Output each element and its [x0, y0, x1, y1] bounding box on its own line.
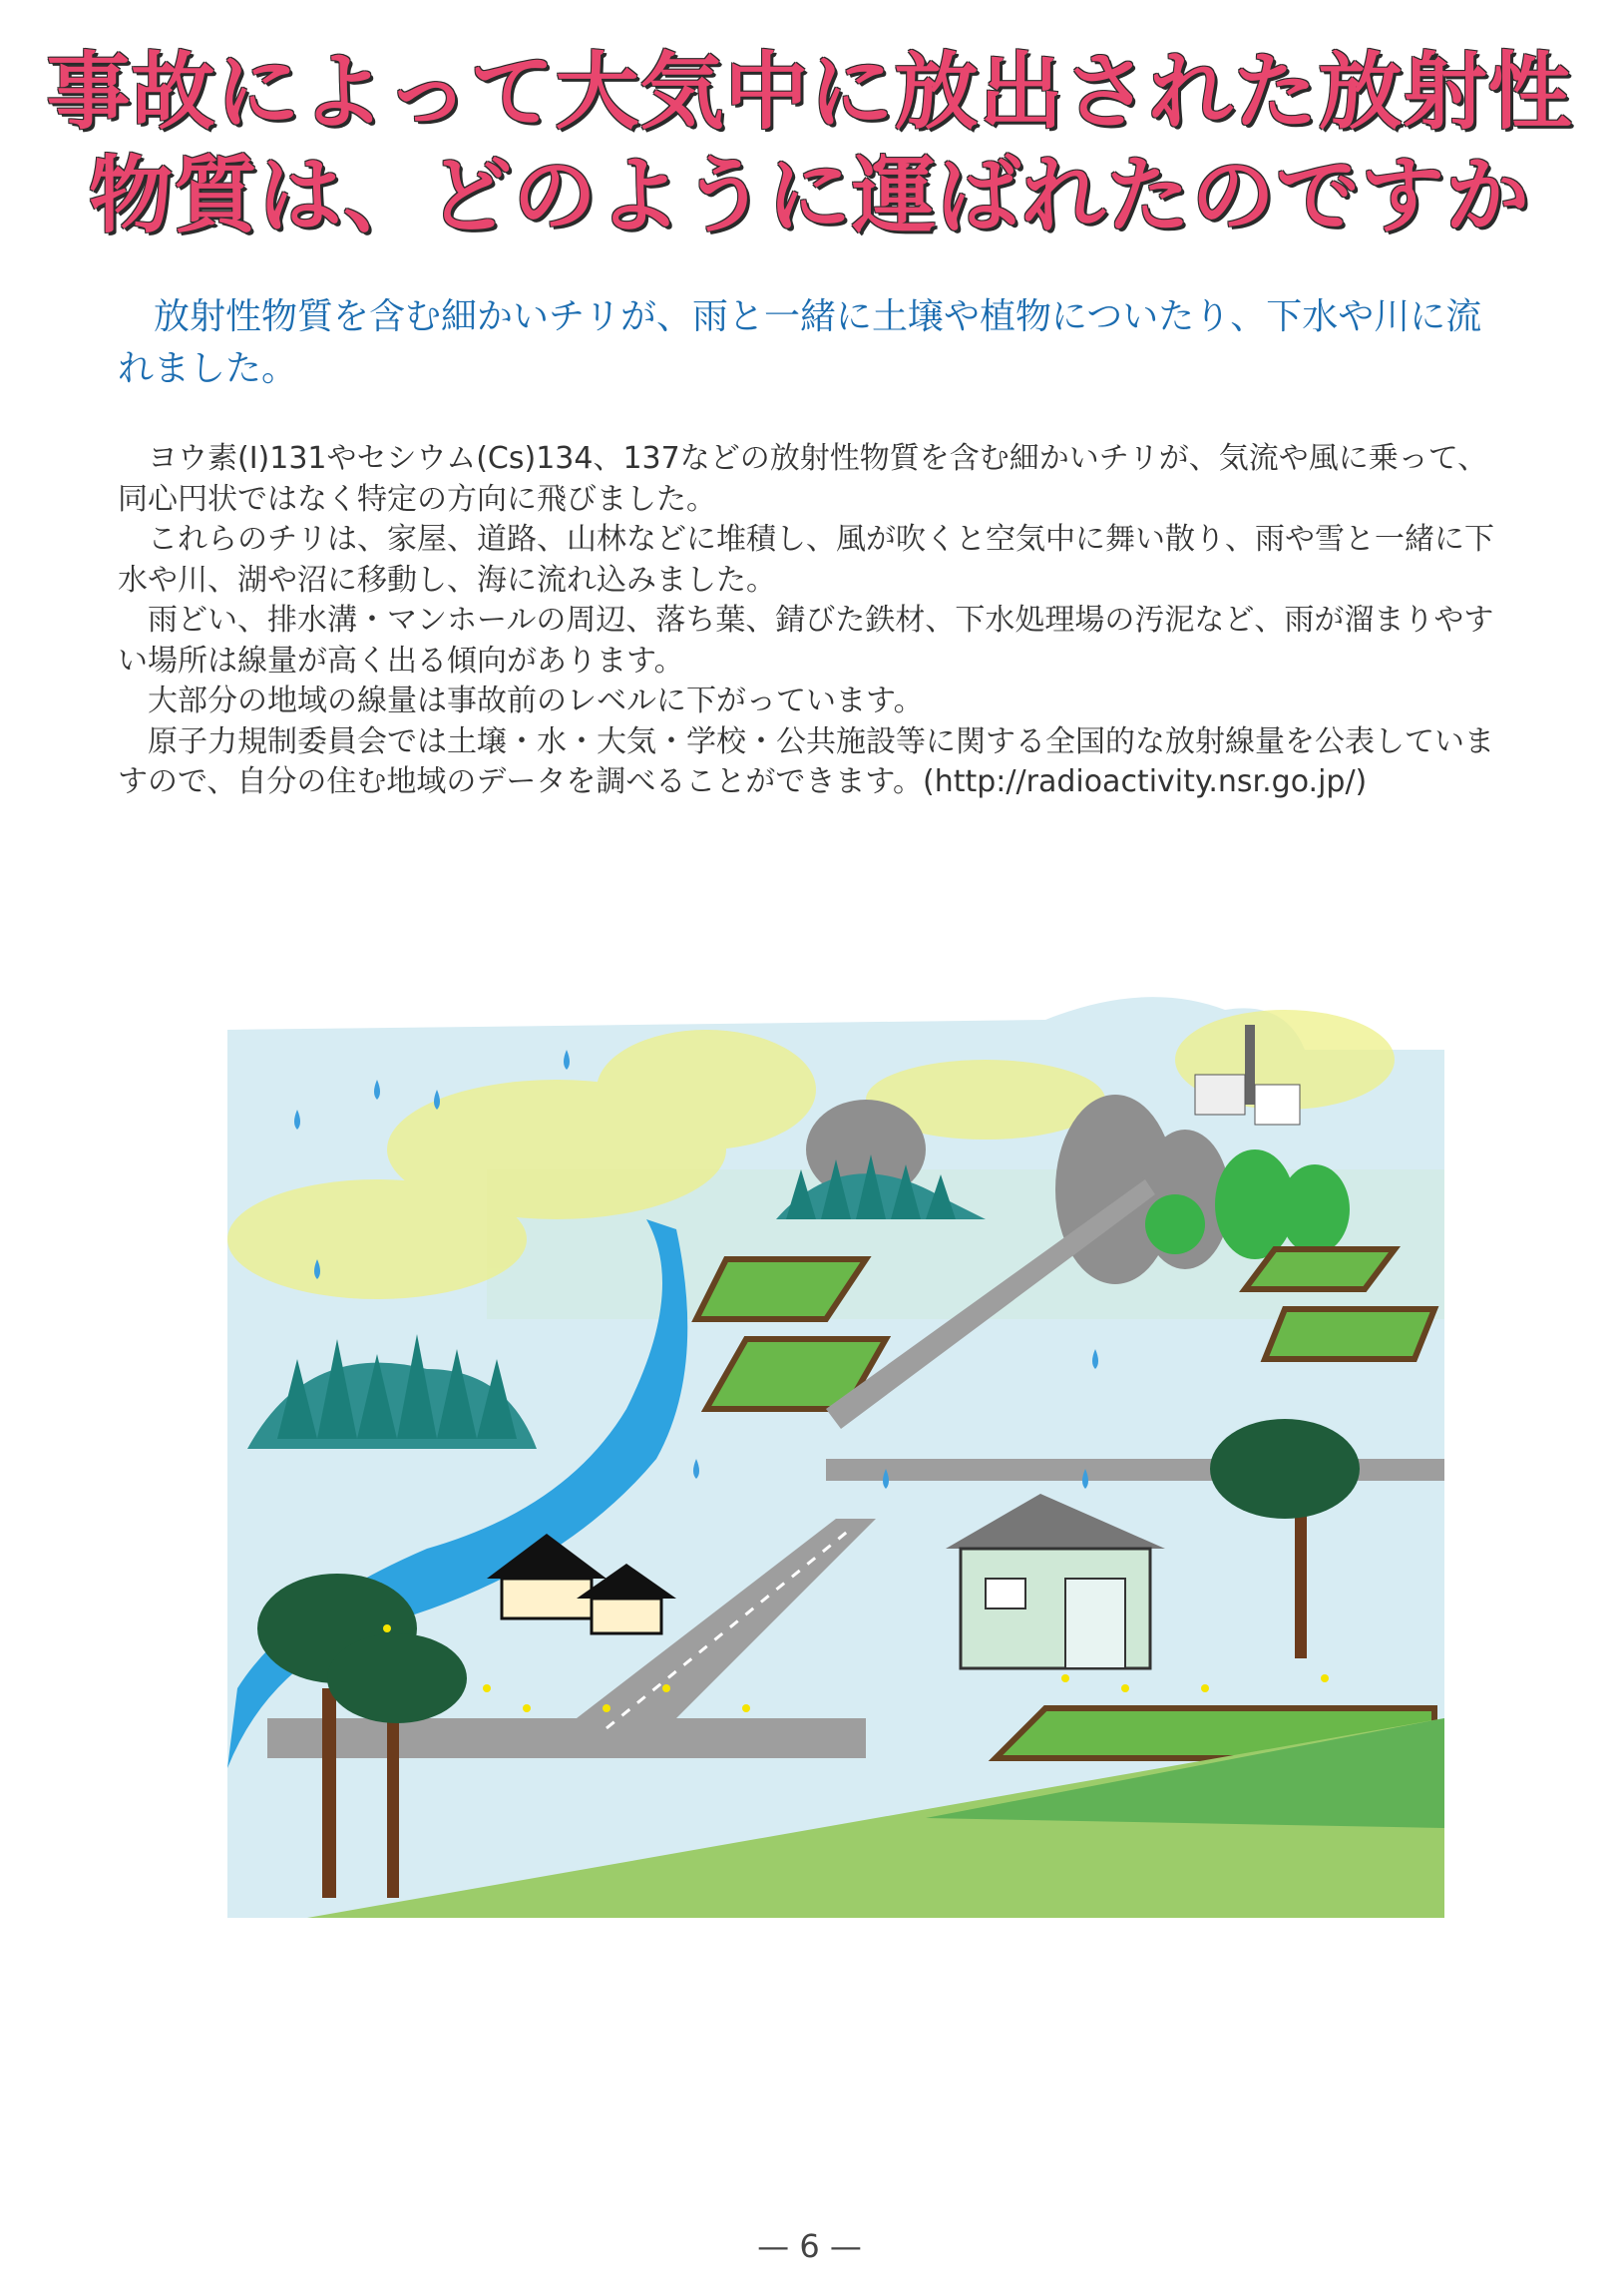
- title-line-1: 事故によって大気中に放出された放射性: [46, 43, 1573, 141]
- page-number: — 6 —: [757, 2227, 862, 2265]
- lead-summary: 放射性物質を含む細かいチリが、雨と一緒に土壌や植物についたり、下水や川に流れました。: [118, 296, 1482, 389]
- body-paragraph: これらのチリは、家屋、道路、山林などに堆積し、風が吹くと空気中に舞い散り、雨や雪と一緒に下水や川、湖や沼に移動し、海に流れ込みました。: [118, 522, 1494, 598]
- title-line-2: 物質は、どのように運ばれたのですか: [88, 147, 1530, 244]
- body-paragraph: 雨どい、排水溝・マンホールの周辺、落ち葉、錆びた鉄材、下水処理場の汚泥など、雨が溜まりやすい場所は線量が高く出る傾向があります。: [118, 603, 1494, 679]
- radioactive-dispersion-illustration: [227, 990, 1444, 1928]
- body-paragraph: 大部分の地域の線量は事故前のレベルに下がっています。: [148, 684, 924, 718]
- body-paragraph: 原子力規制委員会では土壌・水・大気・学校・公共施設等に関する全国的な放射線量を公表していますので、自分の住む地域のデータを調べることができます。(http://radioactivity.nsr.go.jp/): [118, 723, 1494, 799]
- body-paragraph: ヨウ素(I)131やセシウム(Cs)134、137などの放射性物質を含む細かいチリが、気流や風に乗って、同心円状ではなく特定の方向に飛びました。: [118, 441, 1488, 517]
- page-title: [0, 40, 1619, 247]
- body-text: [118, 439, 1514, 803]
